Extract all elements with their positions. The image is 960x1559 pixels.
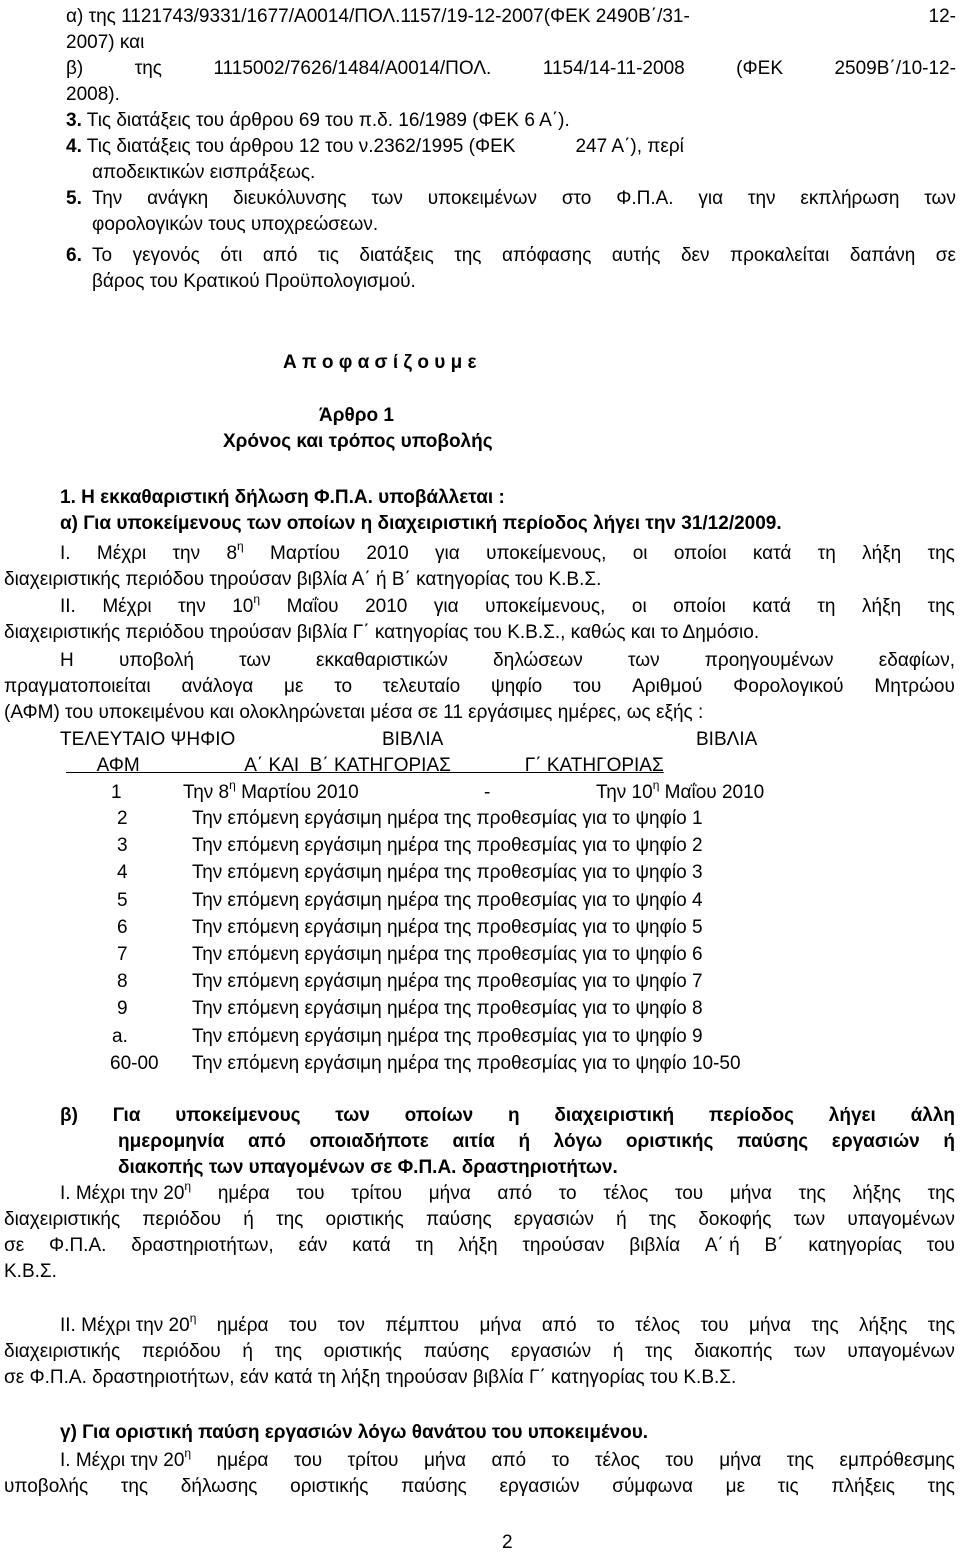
section-b-i-word: τρίτου: [351, 1183, 402, 1204]
section-c-i-word: μήνα: [719, 1450, 762, 1471]
section-b-i-line2-word: εργασιών: [513, 1209, 594, 1230]
item-5-line1-word: την: [747, 188, 776, 209]
item-5-line1-word: των: [924, 188, 956, 209]
section-b-line2: [118, 1129, 955, 1155]
section-b-ii-line2-word: εργασιών: [511, 1341, 592, 1362]
item-5-line1-word: εκπλήρωση: [800, 188, 900, 209]
item-6-line1-word: τις: [318, 245, 339, 266]
item-6-line1-word: Το: [92, 245, 113, 266]
article-number: Άρθρο 1: [319, 405, 394, 426]
section-b-i-word: του: [296, 1183, 325, 1204]
section-b-line1-word: η: [507, 1105, 520, 1126]
section-b-line3: διακοπής των υπαγομένων σε Φ.Π.Α. δραστηριοτήτων.: [118, 1157, 618, 1178]
point-i-line1: [60, 538, 955, 567]
section-b-i-pre: I. Μέχρι την $20^\eta$: [60, 1178, 192, 1204]
section-b-line1-word: διαχειριστική: [554, 1105, 675, 1126]
table-header-row2: [66, 753, 818, 779]
table-row-text: Την επόμενη εργάσιμη ημέρα της προθεσμίας για το ψηφίο 8: [192, 998, 703, 1020]
item-5-line1-word: για: [698, 188, 724, 209]
section-c-i-line2-word: εργασιών: [499, 1476, 580, 1497]
section-b-i-line2-word: δοκοφής: [698, 1209, 772, 1230]
section-b-ii-line2-word: διακοπής: [694, 1341, 773, 1362]
item-6-line1-word: διατάξεις: [359, 245, 434, 266]
section-b-ii-word: της: [811, 1315, 839, 1336]
para-line2-word: ανάλογα: [181, 676, 254, 697]
section-b-i-line3-word: Β΄: [764, 1235, 784, 1256]
item-5-line1: [92, 186, 956, 212]
section-b-i-line3-word: βιβλία: [629, 1235, 681, 1256]
item-4-line2: αποδεικτικών εισπράξεως.: [92, 162, 316, 183]
table-row-digit: 7: [117, 944, 128, 965]
section-b-line1-word: των: [335, 1105, 370, 1126]
item-6-line1-word: αυτής: [611, 245, 661, 266]
para-line2-word: πραγματοποιείται: [4, 676, 151, 697]
item-3-text: Τις διατάξεις του άρθρου 69 του π.δ. 16/1989 (ΦΕΚ 6 Α΄).: [81, 110, 570, 131]
point-i-line1-sup: η: [237, 538, 244, 553]
section-b-i-word: ημέρα: [217, 1183, 270, 1204]
section-b-line2-word: παύσης: [736, 1131, 809, 1152]
section-b-line2-word: ή: [943, 1131, 955, 1152]
item-5-num: 5.: [66, 188, 82, 209]
section-b-ii-line2-word: περιόδου: [141, 1341, 221, 1362]
section-b-line1-word: οποίων: [404, 1105, 474, 1126]
section-b-line1-word: β): [60, 1105, 78, 1126]
point-i-line1-word: 2010: [366, 543, 409, 564]
item-6-line1-word: δαπάνη: [849, 245, 916, 266]
section-b-ii-pre: II. Μέχρι την $20^\eta$: [60, 1310, 197, 1336]
para-line1-word: υποβολή: [118, 650, 194, 671]
para-line2-word: με: [284, 676, 304, 697]
section-b-i-line4: Κ.Β.Σ.: [4, 1261, 57, 1282]
section-b-i-word: το: [558, 1183, 577, 1204]
item-5-line2: φορολογικών τους υποχρεώσεων.: [92, 214, 379, 235]
section-b-ii-line2-word: υπαγομένων: [847, 1341, 955, 1362]
section-c-i-line2-word: σύμφωνα: [612, 1476, 693, 1497]
section-b-i-word: μήνα: [729, 1183, 772, 1204]
table-row-digit: 2: [117, 808, 128, 829]
item-5-line1-word: των: [371, 188, 403, 209]
table-row-digit: a.: [112, 1025, 128, 1047]
section-b-i-line2-word: ή: [243, 1209, 254, 1230]
para-line1-word: εκκαθαριστικών: [315, 650, 448, 671]
section-c-i-word: μήνα: [423, 1450, 466, 1471]
section-c-i-line2-word: της: [927, 1476, 955, 1497]
table-row-text: Την επόμενη εργάσιμη ημέρα της προθεσμίας για το ψηφίο 5: [192, 916, 703, 938]
section-c: γ) Για οριστική παύση εργασιών λόγω θανάτου του υποκειμένου.: [60, 1422, 649, 1443]
section-b-line2-word: εργασιών: [831, 1131, 920, 1152]
item-6-line1-word: της: [454, 245, 482, 266]
section-c-i-line2-word: παύσης: [401, 1476, 467, 1497]
section-b-i-word: μήνα: [428, 1183, 471, 1204]
point-i-line1-word: την: [172, 543, 201, 564]
decision-heading: Α π ο φ α σ ί ζ ο υ μ ε: [283, 352, 477, 373]
point-i-line1-word: κατά: [752, 543, 792, 564]
section-c-i-word: τρίτου: [347, 1450, 399, 1471]
section-b-ii-line2-word: παύσης: [423, 1341, 490, 1362]
table-row1-g: [596, 777, 765, 806]
para-line1-word: των: [628, 650, 660, 671]
intro-b-line1-word: 2509Β΄/10-12-: [834, 58, 956, 79]
section-c-i-line2-word: υποβολής: [4, 1476, 89, 1497]
section-b-ii-word: τον: [337, 1315, 365, 1336]
point-ii-line1-word: Μέχρι: [102, 596, 152, 617]
para-line2: [4, 674, 955, 700]
item-5-line1-word: διευκόλυνσης: [232, 188, 347, 209]
section-c-i-word: τέλος: [595, 1450, 640, 1471]
section-b-ii-word: λήξης: [859, 1315, 908, 1336]
item-5-line1-word: Φ.Π.Α.: [616, 188, 674, 209]
section-c-i-line1: [60, 1445, 955, 1474]
para-line1: [60, 648, 955, 674]
section-b-ii-line2-word: ή: [242, 1341, 253, 1362]
table-row1-g-post: Μαΐου 2010: [659, 782, 765, 803]
section-b-line1-word: περίοδος: [708, 1105, 795, 1126]
section-b-i-line2-word: των: [793, 1209, 826, 1230]
point-i-line1-word: Μέχρι: [96, 543, 147, 564]
section-c-i-word: το: [551, 1450, 570, 1471]
item-4-text-b: 247 Α΄), περί: [575, 136, 684, 157]
section-b-ii-line2-word: της: [645, 1341, 673, 1362]
section-b-line2-word: από: [247, 1131, 286, 1152]
section-b-line1: [60, 1103, 955, 1129]
section-b-i-line2: [4, 1207, 955, 1233]
table-row1-digit: 1: [111, 782, 122, 803]
section-b-i-word: λήξης: [852, 1183, 901, 1204]
intro-b-line1: [66, 56, 956, 82]
section-b-ii-line2: [4, 1339, 955, 1365]
section-b-i-line2-word: περιόδου: [142, 1209, 222, 1230]
point-i-line2: διαχειριστικής περιόδου τηρούσαν βιβλία Α΄ ή Β΄ κατηγορίας του Κ.Β.Σ.: [4, 569, 602, 590]
table-row-digit: 3: [117, 835, 128, 857]
page-number: 2: [502, 1532, 513, 1553]
table-header-books-ab: ΒΙΒΛΙΑ: [382, 729, 444, 750]
section-b-ii-line3: σε Φ.Π.Α. δραστηριοτήτων, εάν κατά τη λήξη τηρούσαν βιβλία Γ΄ κατηγορίας του Κ.Β.Σ.: [4, 1367, 737, 1388]
section-b-i-line2-word: της: [648, 1209, 677, 1230]
table-row-text: Την επόμενη εργάσιμη ημέρα της προθεσμίας για το ψηφίο 3: [192, 862, 703, 884]
section-b-ii-word: πέμπτου: [385, 1315, 460, 1336]
section-b-i-line2-word: παύσης: [425, 1209, 492, 1230]
item-5-line1-word: υποκειμένων: [427, 188, 537, 209]
section-b-line2-word: ή: [518, 1131, 531, 1152]
section-c-i-line2-word: πλήξεις: [831, 1476, 895, 1497]
section-b-line2-word: οριστικής: [625, 1131, 714, 1152]
para-line1-word: δηλώσεων: [493, 650, 583, 671]
item-6-line1-word: γεγονός: [132, 245, 200, 266]
table-row1-g-sup: η: [652, 777, 660, 792]
section-1: 1. Η εκκαθαριστική δήλωση Φ.Π.Α. υποβάλλεται :: [60, 487, 505, 508]
section-c-i-line2-word: δήλωσης: [180, 1476, 258, 1497]
intro-b-line1-word: της: [134, 58, 162, 79]
section-c-i-line2-word: με: [725, 1476, 746, 1497]
para-line1-word: εδαφίων,: [878, 650, 955, 671]
section-b-line1-word: υποκείμενους: [175, 1105, 301, 1126]
section-a: α) Για υποκείμενους των οποίων η διαχειριστική περίοδος λήγει την 31/12/2009.: [60, 513, 782, 534]
section-b-ii-word: του: [700, 1315, 729, 1336]
point-i-line1-pre: I.: [60, 543, 71, 564]
table-row-digit: 60-00: [110, 1052, 159, 1074]
section-b-i-line1: [60, 1178, 955, 1207]
point-i-line1-word: τη: [817, 543, 836, 564]
point-ii-line1-word: $10^\eta$: [232, 591, 261, 617]
section-b-i-line3-word: τη: [415, 1235, 434, 1256]
section-c-i-word: ημέρα: [216, 1450, 269, 1471]
point-ii-line1-word: λήξη: [861, 596, 902, 617]
table-row-digit: 5: [117, 889, 128, 911]
intro-a-line1-word: α) της 1121743/9331/1677/Α0014/ΠΟΛ.1157/19-12-2007(ΦΕΚ 2490Β΄/31-: [66, 6, 690, 27]
table-header-digit: ΤΕΛΕΥΤΑΙΟ ΨΗΦΙΟ: [60, 729, 236, 750]
table-row-digit: 9: [117, 998, 128, 1020]
point-ii-line1-word: υποκείμενους,: [485, 596, 606, 617]
para-line2-word: τελευταίο: [382, 676, 461, 697]
section-b-ii-word: μήνα: [479, 1315, 522, 1336]
table-row-text: Την επόμενη εργάσιμη ημέρα της προθεσμίας για το ψηφίο 7: [192, 971, 703, 993]
section-c-i-line2-word: τις: [777, 1476, 799, 1497]
section-b-line1-word: λήγει: [828, 1105, 876, 1126]
section-c-i-line2-word: της: [120, 1476, 149, 1497]
item-6-num: 6.: [66, 245, 82, 266]
item-4-text-a: Τις διατάξεις του άρθρου 12 του ν.2362/1995 (ΦΕΚ: [81, 136, 516, 157]
item-4: [66, 134, 684, 160]
section-c-i-word: από: [491, 1450, 527, 1471]
item-6-line1-word: ότι: [220, 245, 243, 266]
section-c-i-line2: [4, 1474, 955, 1500]
point-ii-line1-word: 2010: [365, 596, 408, 617]
intro-a-line2: 2007) και: [66, 32, 145, 53]
para-line3: (ΑΦΜ) του υποκειμένου και ολοκληρώνεται μέσα σε 11 εργάσιμες ημέρες, ως εξής :: [4, 702, 704, 723]
para-line2-word: Φορολογικού: [733, 676, 844, 697]
section-b-ii-word: ημέρα: [216, 1315, 269, 1336]
section-b-i-word: του: [674, 1183, 704, 1204]
section-c-i-word: εμπρόθεσμης: [839, 1450, 955, 1471]
section-b-i-line3-word: του: [926, 1235, 955, 1256]
para-line1-word: προηγουμένων: [704, 650, 834, 671]
item-6-line1-word: απόφασης: [501, 245, 592, 266]
section-b-ii-line2-word: ή: [612, 1341, 624, 1362]
section-b-ii-line2-word: διαχειριστικής: [4, 1341, 121, 1362]
section-b-i-line3: [4, 1233, 955, 1259]
section-c-i-pre: I. Μέχρι την $20^\eta$: [60, 1445, 192, 1471]
section-b-line1-word: άλλη: [910, 1105, 955, 1126]
section-b-ii-word: τέλος: [635, 1315, 681, 1336]
point-i-line1-word: λήξη: [862, 543, 902, 564]
item-5-line1-word: στο: [561, 188, 592, 209]
table-row1-ab-sup: η: [229, 777, 236, 792]
table-row1-dash: -: [484, 782, 491, 803]
section-b-ii-word: μήνα: [749, 1315, 792, 1336]
section-c-i-line2-word: οριστικής: [290, 1476, 369, 1497]
item-6-line1-word: από: [262, 245, 298, 266]
section-b-line2-word: αιτία: [452, 1131, 495, 1152]
table-row1-ab-pre: Την 8: [183, 782, 230, 803]
intro-b-line1-word: 1154/14-11-2008: [542, 58, 685, 79]
section-b-i-line3-word: Φ.Π.Α.: [49, 1235, 107, 1256]
intro-b-line1-word: β): [66, 58, 84, 79]
section-b-i-line3-word: σε: [4, 1235, 25, 1256]
section-b-ii-word: του: [288, 1315, 318, 1336]
point-ii-line1-word: την: [178, 596, 206, 617]
item-6-line1-word: προκαλείται: [729, 245, 830, 266]
section-b-i-word: της: [927, 1183, 955, 1204]
table-row-text: Την επόμενη εργάσιμη ημέρα της προθεσμίας για το ψηφίο 9: [192, 1025, 703, 1047]
section-b-ii-word: της: [927, 1315, 955, 1336]
table-row-text: Την επόμενη εργάσιμη ημέρα της προθεσμίας για το ψηφίο 2: [192, 835, 703, 857]
section-b-line2-word: ημερομηνία: [118, 1131, 225, 1152]
item-6-line1-word: σε: [935, 245, 956, 266]
section-b-i-sup: η: [184, 1178, 192, 1193]
table-row1-ab: [183, 777, 359, 806]
section-b-ii-line2-word: των: [794, 1341, 826, 1362]
section-c-i-word: του: [293, 1450, 323, 1471]
item-5-line1-word: Την: [92, 188, 123, 209]
point-ii-line1-word: οποίοι: [673, 596, 726, 617]
table-row-text: Την επόμενη εργάσιμη ημέρα της προθεσμίας για το ψηφίο 6: [192, 944, 703, 965]
section-b-ii-word: το: [596, 1315, 615, 1336]
section-b-i-word: τέλος: [603, 1183, 649, 1204]
section-b-i-line3-word: κατά: [352, 1235, 391, 1256]
section-b-i-line2-word: της: [276, 1209, 304, 1230]
point-ii-line1-word: οι: [631, 596, 647, 617]
item-4-num: 4.: [66, 136, 82, 157]
para-line2-word: ψηφίο: [491, 676, 543, 697]
section-b-ii-word: από: [541, 1315, 577, 1336]
item-3-num: 3.: [66, 110, 82, 131]
intro-b-line1-word: 1115002/7626/1484/Α0014/ΠΟΛ.: [213, 58, 492, 79]
point-ii-line2: διαχειριστικής περιόδου τηρούσαν βιβλία Γ΄ κατηγορίας του Κ.Β.Σ., καθώς και το Δημόσιο.: [4, 622, 760, 643]
table-header-books-g: ΒΙΒΛΙΑ: [696, 729, 758, 750]
point-i-line1-word: υποκείμενους,: [486, 543, 607, 564]
point-ii-line1-word: τη: [817, 596, 836, 617]
point-ii-line1-word: κατά: [752, 596, 791, 617]
section-b-i-line2-word: διαχειριστικής: [4, 1209, 121, 1230]
para-line2-word: Αριθμού: [632, 676, 703, 697]
item-5-line1-word: ανάγκη: [147, 188, 209, 209]
para-line2-word: Μητρώου: [874, 676, 955, 697]
point-ii-line1-sup: η: [253, 591, 261, 606]
point-i-line1-word: οποίοι: [673, 543, 727, 564]
section-b-line2-word: λόγω: [553, 1131, 603, 1152]
intro-b-line2: 2008).: [66, 84, 120, 105]
table-row-text: Την επόμενη εργάσιμη ημέρα της προθεσμίας για το ψηφίο 4: [192, 889, 703, 911]
point-i-line1-word: $8^\eta$: [226, 538, 244, 564]
section-c-i-word: της: [786, 1450, 814, 1471]
section-c-i-word: του: [665, 1450, 694, 1471]
item-3: [66, 108, 570, 134]
intro-a-line1-word: 12-: [928, 6, 956, 27]
para-line1-word: των: [239, 650, 271, 671]
intro-b-line1-word: (ΦΕΚ: [736, 58, 784, 79]
section-b-line2-word: οποιαδήποτε: [309, 1131, 429, 1152]
section-b-i-line3-word: λήξη: [458, 1235, 498, 1256]
section-b-ii-line2-word: οριστικής: [323, 1341, 402, 1362]
section-b-line1-word: Για: [112, 1105, 141, 1126]
point-ii-line1-pre: II.: [60, 596, 76, 617]
section-b-i-line3-word: δραστηριοτήτων,: [131, 1235, 274, 1256]
point-i-line1-word: Μαρτίου: [270, 543, 341, 564]
point-i-line1-word: οι: [632, 543, 648, 564]
article-title: Χρόνος και τρόπος υποβολής: [223, 431, 493, 452]
table-row-text: Την επόμενη εργάσιμη ημέρα της προθεσμίας για το ψηφίο 10-50: [192, 1052, 741, 1074]
intro-a-line1: [66, 4, 956, 30]
section-b-i-line3-word: τηρούσαν: [522, 1235, 605, 1256]
table-row-digit: 6: [117, 916, 128, 938]
point-ii-line1-word: της: [927, 596, 955, 617]
point-ii-line1-word: για: [433, 596, 459, 617]
table-header-row2-text: ΑΦΜ Α΄ ΚΑΙ Β΄ ΚΑΤΗΓΟΡΙΑΣ Γ΄ ΚΑΤΗΓΟΡΙΑΣ: [66, 755, 664, 776]
section-b-ii-sup: η: [189, 1310, 197, 1325]
section-b-i-line3-word: κατηγορίας: [808, 1235, 902, 1256]
table-row-digit: 8: [117, 971, 128, 993]
section-b-i-line2-word: ή: [616, 1209, 627, 1230]
section-b-ii-line1: [60, 1310, 955, 1339]
item-6-line1: [92, 243, 956, 269]
point-i-line1-word: της: [927, 543, 955, 564]
table-row1-g-pre: Την 10: [596, 782, 653, 803]
point-ii-line1: [60, 591, 955, 620]
table-row-text: Την επόμενη εργάσιμη ημέρα της προθεσμίας για το ψηφίο 1: [192, 808, 703, 829]
item-6-line1-word: δεν: [680, 245, 710, 266]
section-b-i-line2-word: οριστικής: [325, 1209, 404, 1230]
section-b-i-word: της: [798, 1183, 826, 1204]
section-b-i-word: από: [497, 1183, 533, 1204]
table-row1-ab-post: Μαρτίου 2010: [235, 782, 359, 803]
point-i-line1-word: για: [435, 543, 460, 564]
section-b-ii-line2-word: της: [274, 1341, 302, 1362]
table-row-digit: 4: [117, 862, 128, 884]
point-ii-line1-word: Μαΐου: [286, 596, 339, 617]
para-line1-word: Η: [60, 650, 74, 671]
section-c-i-sup: η: [184, 1445, 192, 1460]
section-b-i-line2-word: υπαγομένων: [847, 1209, 955, 1230]
section-b-i-line3-word: Α΄ ή: [704, 1235, 740, 1256]
para-line2-word: το: [334, 676, 353, 697]
item-6-line2: βάρος του Κρατικού Προϋπολογισμού.: [92, 271, 416, 292]
section-b-i-line3-word: εάν: [298, 1235, 328, 1256]
para-line2-word: του: [573, 676, 602, 697]
